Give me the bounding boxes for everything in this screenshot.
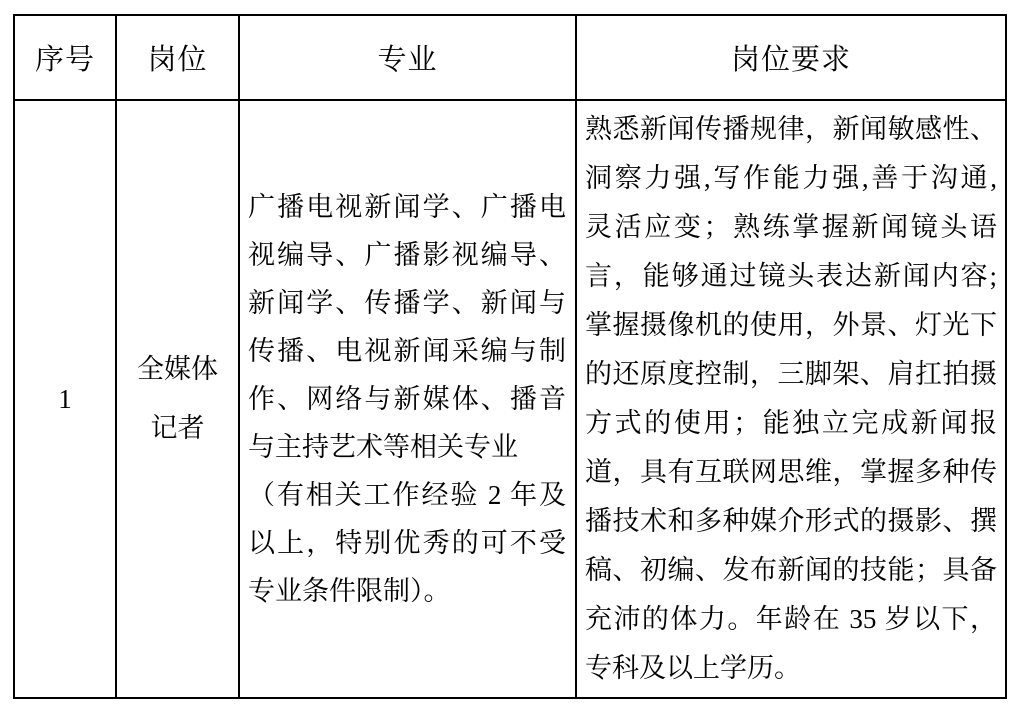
major-text-line: 新闻学、传播学、新闻与 [248,288,566,318]
requirement-text-line: 方式的使用；能独立完成新闻报 [585,408,997,438]
header-label-position: 岗位 [147,44,208,76]
row-cell-major [240,101,577,697]
header-label-requirements: 岗位要求 [730,44,851,76]
requirement-text-line: 道，具有互联网思维，掌握多种传 [585,457,997,487]
header-cell-major [240,16,577,101]
serial-number-value: 1 [58,383,72,414]
header-cell-no [15,16,117,101]
major-text-line: （有相关工作经验 2 年及 [248,480,566,510]
header-cell-requirements [577,16,1005,101]
position-text-line: 记者 [150,413,205,443]
major-text-line: 广播电视新闻学、广播电 [248,192,566,222]
requirement-text-line: 洞察力强,写作能力强,善于沟通, [585,163,997,193]
major-text-line: 作、网络与新媒体、播音 [248,384,566,414]
requirement-text-line: 专科及以上学历。 [585,653,801,683]
requirement-text-line: 掌握摄像机的使用，外景、灯光下 [585,310,997,340]
major-text-line: 与主持艺术等相关专业 [248,432,518,462]
row-cell-position [117,101,240,697]
major-text-line: 专业条件限制）。 [248,576,451,606]
header-label-major: 专业 [377,44,438,76]
position-text-line: 全媒体 [137,354,218,384]
requirement-text-line: 言，能够通过镜头表达新闻内容; [585,261,997,291]
header-cell-position [117,16,240,101]
major-text-line: 视编导、广播影视编导、 [248,240,566,270]
header-label-no: 序号 [34,44,95,76]
requirement-text-line: 播技术和多种媒介形式的摄影、撰 [585,506,997,536]
major-text-line: 以上，特别优秀的可不受 [248,528,566,558]
row-cell-serial-number [15,101,117,697]
requirement-text-line: 灵活应变；熟练掌握新闻镜头语 [585,212,997,242]
requirement-text-line: 的还原度控制，三脚架、肩扛拍摄 [585,359,997,389]
row-cell-requirements [577,101,1005,697]
requirement-text-line: 充沛的体力。年龄在 35 岁以下， [585,604,997,634]
recruitment-table [13,14,1007,699]
requirement-text-line: 稿、初编、发布新闻的技能；具备 [585,555,997,585]
requirement-text-line: 熟悉新闻传播规律，新闻敏感性、 [585,114,997,144]
major-text-line: 传播、电视新闻采编与制 [248,336,566,366]
